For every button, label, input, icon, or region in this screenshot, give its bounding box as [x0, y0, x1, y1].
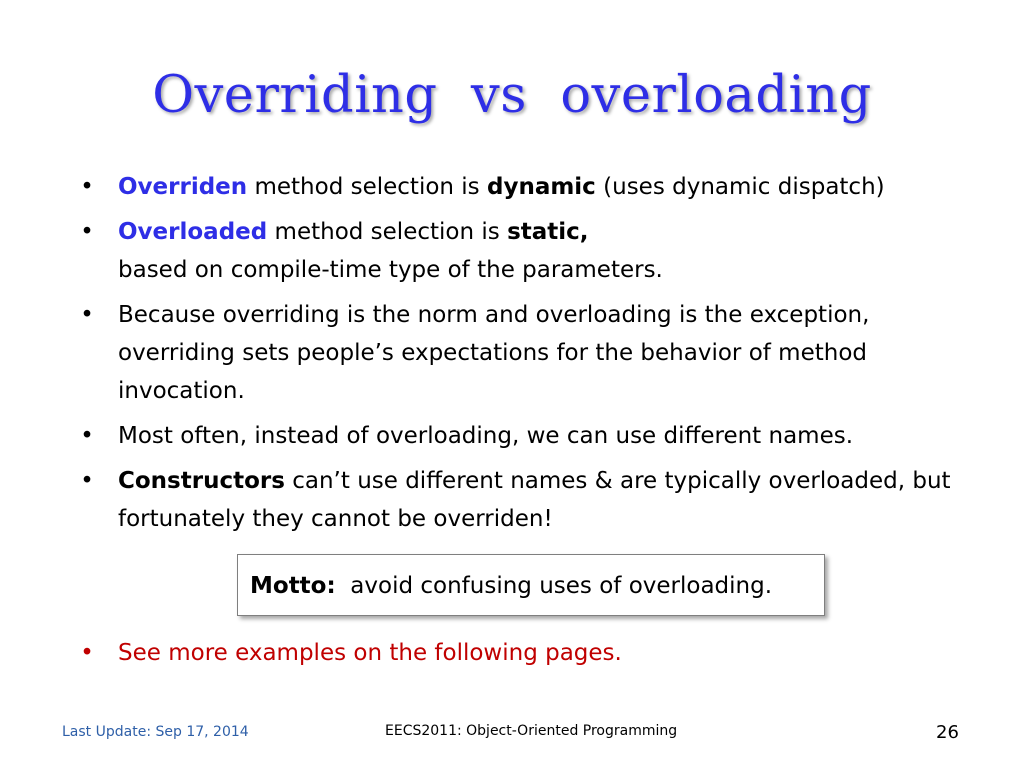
keyword-dynamic: dynamic	[486, 174, 596, 200]
bullet-text: Because overriding is the norm and overloading is the exception, overriding sets people’s expectations for the behavior of method invocation.	[118, 302, 870, 404]
bullet-icon: •	[80, 219, 94, 245]
bullet-list	[80, 168, 980, 545]
slide-title: Overriding vs overloading	[152, 66, 872, 125]
bullet-item-constructors	[80, 462, 980, 538]
bullet-icon: •	[80, 174, 94, 200]
footer-course: EECS2011: Object-Oriented Programming	[385, 723, 678, 739]
bullet-text: (uses dynamic dispatch)	[595, 174, 885, 200]
bullet-item-norm	[80, 296, 980, 410]
keyword-static: static,	[507, 219, 589, 245]
keyword-overloaded: Overloaded	[118, 219, 268, 245]
bullet-text: can’t use different names & are typically overloaded, but fortunately they cannot be overriden!	[118, 468, 951, 532]
bullet-item-names	[80, 417, 980, 455]
footer-last-update: Last Update: Sep 17, 2014	[62, 724, 249, 740]
motto-text: avoid confusing uses of overloading.	[335, 573, 773, 599]
motto-box	[237, 554, 825, 616]
bullet-text: See more examples on the following pages.	[118, 640, 622, 666]
bullet-item-overloaded	[80, 213, 980, 289]
bullet-text: method selection is	[267, 219, 508, 245]
bullet-text: method selection is	[247, 174, 487, 200]
bullet-icon: •	[80, 640, 94, 666]
keyword-constructors: Constructors	[118, 468, 285, 494]
bullet-icon: •	[80, 423, 94, 449]
bullet-text: Most often, instead of overloading, we can use different names.	[118, 423, 854, 449]
bullet-icon: •	[80, 468, 94, 494]
bullet-item-overriden	[80, 168, 980, 206]
keyword-overriden: Overriden	[118, 174, 248, 200]
motto-label: Motto:	[250, 573, 336, 599]
bullet-text-line2: based on compile-time type of the parameters.	[118, 257, 663, 283]
page-number: 26	[936, 722, 959, 743]
bullet-icon: •	[80, 302, 94, 328]
bullet-item-more-examples	[80, 634, 622, 672]
